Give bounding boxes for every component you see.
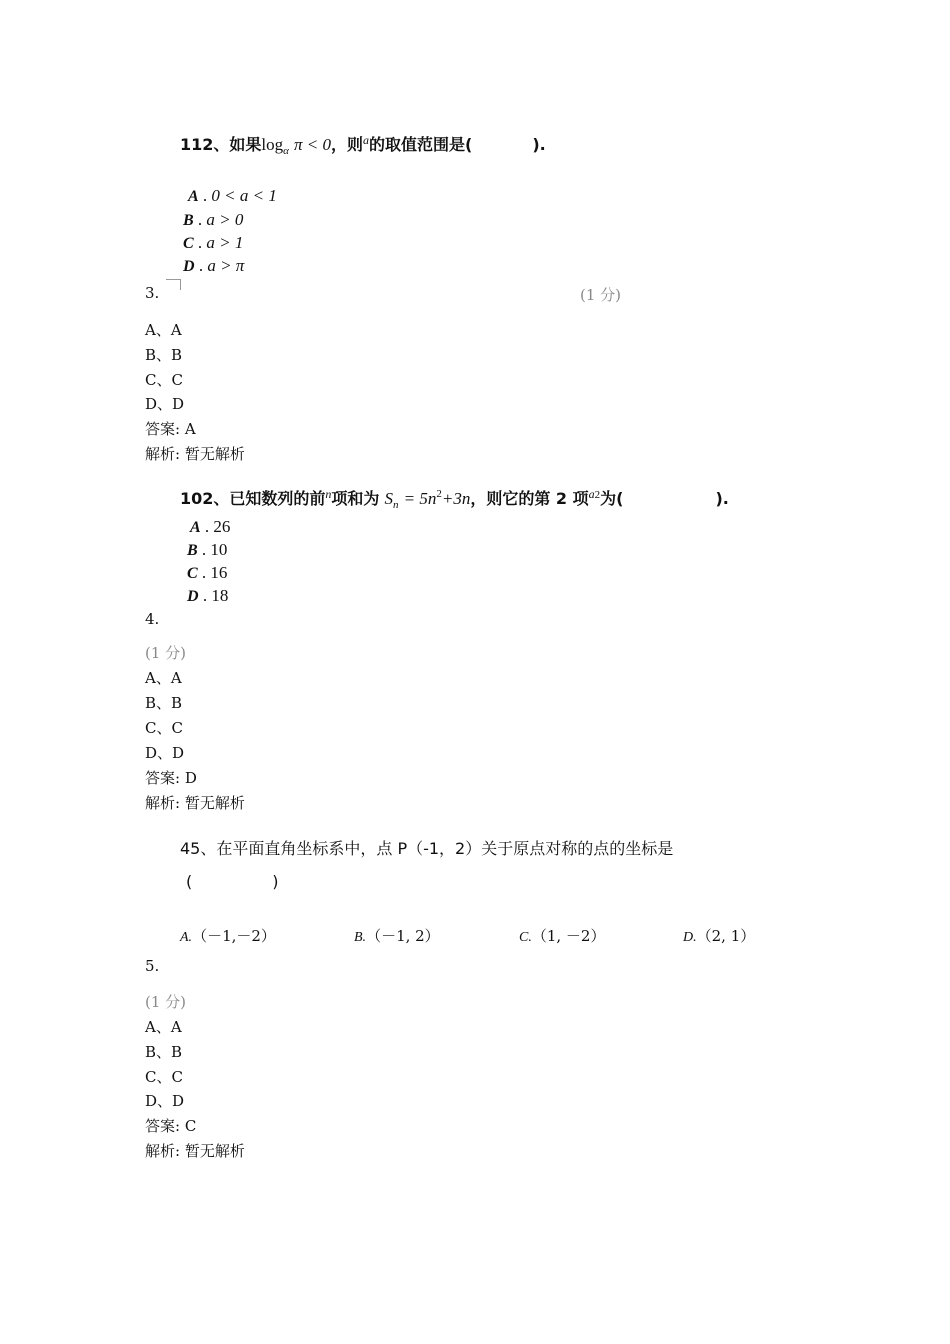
- q3-choice-c[interactable]: C、C: [145, 371, 183, 389]
- question-3-stem: 112、如果$\log_\alpha \pi < 0$，则$^a$的取值范围是( ).: [180, 133, 546, 157]
- q4-choice-a[interactable]: A、A: [145, 669, 182, 687]
- q5-option-b: B.（－1, 2）: [354, 927, 440, 945]
- q5-option-c: C.（1, －2）: [519, 927, 606, 945]
- q3-option-d: D . a > π: [183, 256, 245, 275]
- q5-choice-a[interactable]: A、A: [145, 1018, 182, 1036]
- q4-answer: 答案: D: [145, 769, 197, 787]
- q4-option-b: B . 10: [187, 540, 228, 559]
- q4-score: (1 分): [145, 644, 187, 662]
- q5-option-a: A.（－1,－2）: [180, 927, 276, 945]
- q5-analysis: 解析: 暂无解析: [145, 1142, 245, 1160]
- q3-option-a: A . 0 < a < 1: [188, 186, 277, 205]
- question-5-stem: 45、在平面直角坐标系中，点 P（-1，2）关于原点对称的点的坐标是: [180, 839, 674, 858]
- question-5-paren: ( ): [186, 872, 279, 891]
- question-4-stem: 102、已知数列的前$^n$项和为 $S_n = 5n^2+3n$，则它的第 2 项$^{a2}$为( ).: [180, 487, 729, 511]
- q5-number: 5.: [145, 957, 160, 975]
- q4-number: 4.: [145, 610, 160, 628]
- q3-choice-a[interactable]: A、A: [145, 321, 182, 339]
- image-corner-mark: [166, 279, 181, 290]
- q4-choice-c[interactable]: C、C: [145, 719, 183, 737]
- q4-analysis: 解析: 暂无解析: [145, 794, 245, 812]
- q3-option-c: C . a > 1: [183, 233, 244, 252]
- q5-score: (1 分): [145, 993, 187, 1011]
- q4-option-c: C . 16: [187, 563, 228, 582]
- q5-answer: 答案: C: [145, 1117, 197, 1135]
- q3-score: (1 分): [580, 286, 622, 304]
- q4-option-a: A . 26: [190, 517, 231, 536]
- q5-choice-b[interactable]: B、B: [145, 1043, 183, 1061]
- q5-option-d: D.（2, 1）: [683, 927, 756, 945]
- q3-analysis: 解析: 暂无解析: [145, 445, 245, 463]
- q3-option-b: B . a > 0: [183, 210, 244, 229]
- q3-answer: 答案: A: [145, 420, 196, 438]
- q4-option-d: D . 18: [187, 586, 229, 605]
- q3-number: 3.: [145, 284, 160, 302]
- q5-choice-d[interactable]: D、D: [145, 1092, 185, 1110]
- q3-choice-b[interactable]: B、B: [145, 346, 183, 364]
- q3-choice-d[interactable]: D、D: [145, 395, 185, 413]
- q4-choice-b[interactable]: B、B: [145, 694, 183, 712]
- q4-choice-d[interactable]: D、D: [145, 744, 185, 762]
- q5-choice-c[interactable]: C、C: [145, 1068, 183, 1086]
